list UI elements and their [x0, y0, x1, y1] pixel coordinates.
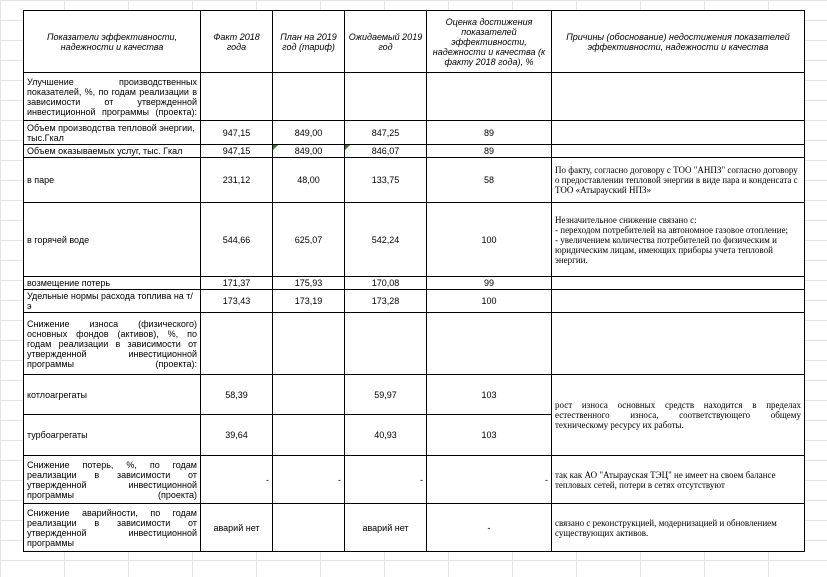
- cell-plan[interactable]: [273, 73, 345, 121]
- cell-fact[interactable]: [201, 313, 273, 375]
- row-label[interactable]: котлоагрегаты: [24, 375, 201, 415]
- header-assessment[interactable]: Оценка достижения показателей эффективности, надежности и качества (к факту 2018 года), %: [427, 11, 552, 73]
- cell-fact[interactable]: аварий нет: [201, 504, 273, 552]
- cell-reason[interactable]: [552, 290, 805, 313]
- cell-fact[interactable]: -: [201, 456, 273, 504]
- cell-assessment[interactable]: 100: [427, 203, 552, 277]
- cell-reason[interactable]: [552, 145, 805, 158]
- cell-assessment[interactable]: 58: [427, 158, 552, 203]
- header-plan-2019[interactable]: План на 2019 год (тариф): [273, 11, 345, 73]
- cell-fact[interactable]: 173,43: [201, 290, 273, 313]
- cell-expected[interactable]: 133,75: [345, 158, 427, 203]
- reason-line: Незначительное снижение связано с:: [555, 214, 697, 225]
- table-row: [24, 145, 805, 158]
- table-row: [24, 375, 805, 415]
- cell-expected[interactable]: 847,25: [345, 121, 427, 145]
- cell-reason[interactable]: По факту, согласно договору с ТОО "АНПЗ" согласно договору о предоставлении тепловой энергии в виде пара и конденсата с ТОО «Атырауский НПЗ»: [552, 158, 805, 203]
- row-label[interactable]: Объем оказываемых услуг, тыс. Гкал: [24, 145, 201, 158]
- cell-fact[interactable]: 58,39: [201, 375, 273, 415]
- cell-plan[interactable]: [273, 504, 345, 552]
- header-indicator[interactable]: Показатели эффективности, надежности и качества: [24, 11, 201, 73]
- row-label[interactable]: Снижение износа (физического) основных фондов (активов), %, по годам реализации в зависимости от утвержденной инвестиционной программы (проекта):: [24, 313, 201, 375]
- cell-plan[interactable]: 849,00: [273, 145, 345, 158]
- reason-line: - увеличением количества потребителей по физическим и юридическим лицам, имеющих приборы учета тепловой энергии.: [555, 234, 777, 265]
- table-row: [24, 158, 805, 203]
- table-row: [24, 277, 805, 290]
- header-expected-2019[interactable]: Ожидаемый 2019 год: [345, 11, 427, 73]
- table-row: [24, 504, 805, 552]
- cell-assessment[interactable]: 103: [427, 415, 552, 456]
- row-label[interactable]: Снижение аварийности, по годам реализации в зависимости от утвержденной инвестиционной программы: [24, 504, 201, 552]
- table-row: [24, 73, 805, 121]
- row-label[interactable]: в паре: [24, 158, 201, 203]
- table-row: [24, 203, 805, 277]
- cell-expected[interactable]: 846,07: [345, 145, 427, 158]
- cell-assessment[interactable]: 89: [427, 121, 552, 145]
- cell-reason[interactable]: [552, 203, 805, 277]
- cell-plan[interactable]: 625,07: [273, 203, 345, 277]
- cell-assessment[interactable]: [427, 73, 552, 121]
- cell-reason[interactable]: связано с реконструкцией, модернизацией и обновлением существующих активов.: [552, 504, 805, 552]
- row-label[interactable]: Удельные нормы расхода топлива на т/э: [24, 290, 201, 313]
- cell-expected[interactable]: 40,93: [345, 415, 427, 456]
- cell-fact[interactable]: 544,66: [201, 203, 273, 277]
- cell-reason[interactable]: рост износа основных средств находится в пределах естественного износа, соответствующего общему техническому ресурсу их работы.: [552, 375, 805, 456]
- cell-expected[interactable]: [345, 73, 427, 121]
- cell-fact[interactable]: 39,64: [201, 415, 273, 456]
- cell-assessment[interactable]: -: [427, 504, 552, 552]
- cell-plan[interactable]: [273, 415, 345, 456]
- cell-reason[interactable]: [552, 121, 805, 145]
- cell-plan[interactable]: [273, 375, 345, 415]
- cell-plan[interactable]: -: [273, 456, 345, 504]
- cell-expected[interactable]: 170,08: [345, 277, 427, 290]
- cell-fact[interactable]: 947,15: [201, 121, 273, 145]
- cell-expected[interactable]: -: [345, 456, 427, 504]
- cell-reason[interactable]: так как АО "Атырауская ТЭЦ" не имеет на своем балансе тепловых сетей, потери в сетях отсутствуют: [552, 456, 805, 504]
- cell-assessment[interactable]: 100: [427, 290, 552, 313]
- row-label[interactable]: турбоагрегаты: [24, 415, 201, 456]
- header-reasons[interactable]: Причины (обоснование) недостижения показателей эффективности, надежности и качества: [552, 11, 805, 73]
- performance-indicators-table: [23, 10, 805, 552]
- cell-expected[interactable]: аварий нет: [345, 504, 427, 552]
- row-label[interactable]: Снижение потерь, %, по годам реализации в зависимости от утвержденной инвестиционной программы (проекта): [24, 456, 201, 504]
- cell-fact[interactable]: [201, 73, 273, 121]
- cell-plan[interactable]: 173,19: [273, 290, 345, 313]
- cell-fact[interactable]: 947,15: [201, 145, 273, 158]
- cell-plan[interactable]: [273, 313, 345, 375]
- row-label[interactable]: Улучшение производственных показателей, %, по годам реализации в зависимости от утвержденной инвестиционной программы (проекта):: [24, 73, 201, 121]
- row-label[interactable]: возмещение потерь: [24, 277, 201, 290]
- cell-reason[interactable]: [552, 73, 805, 121]
- cell-plan[interactable]: 48,00: [273, 158, 345, 203]
- table-header-row: [24, 11, 805, 73]
- header-fact-2018[interactable]: Факт 2018 года: [201, 11, 273, 73]
- cell-expected[interactable]: 173,28: [345, 290, 427, 313]
- cell-assessment[interactable]: 103: [427, 375, 552, 415]
- cell-plan[interactable]: 849,00: [273, 121, 345, 145]
- table-row: [24, 456, 805, 504]
- cell-reason[interactable]: [552, 313, 805, 375]
- table-row: [24, 121, 805, 145]
- table-row: [24, 290, 805, 313]
- cell-reason[interactable]: [552, 277, 805, 290]
- cell-assessment[interactable]: -: [427, 456, 552, 504]
- reason-line: - переходом потребителей на автономное газовое отопление;: [555, 224, 789, 235]
- cell-plan[interactable]: 175,93: [273, 277, 345, 290]
- cell-assessment[interactable]: 99: [427, 277, 552, 290]
- cell-assessment[interactable]: 89: [427, 145, 552, 158]
- cell-expected[interactable]: [345, 313, 427, 375]
- row-label[interactable]: в горячей воде: [24, 203, 201, 277]
- table-row: [24, 313, 805, 375]
- cell-expected[interactable]: 542,24: [345, 203, 427, 277]
- row-label[interactable]: Объем производства тепловой энергии, тыс.Гкал: [24, 121, 201, 145]
- cell-fact[interactable]: 231,12: [201, 158, 273, 203]
- cell-expected[interactable]: 59,97: [345, 375, 427, 415]
- cell-assessment[interactable]: [427, 313, 552, 375]
- cell-fact[interactable]: 171,37: [201, 277, 273, 290]
